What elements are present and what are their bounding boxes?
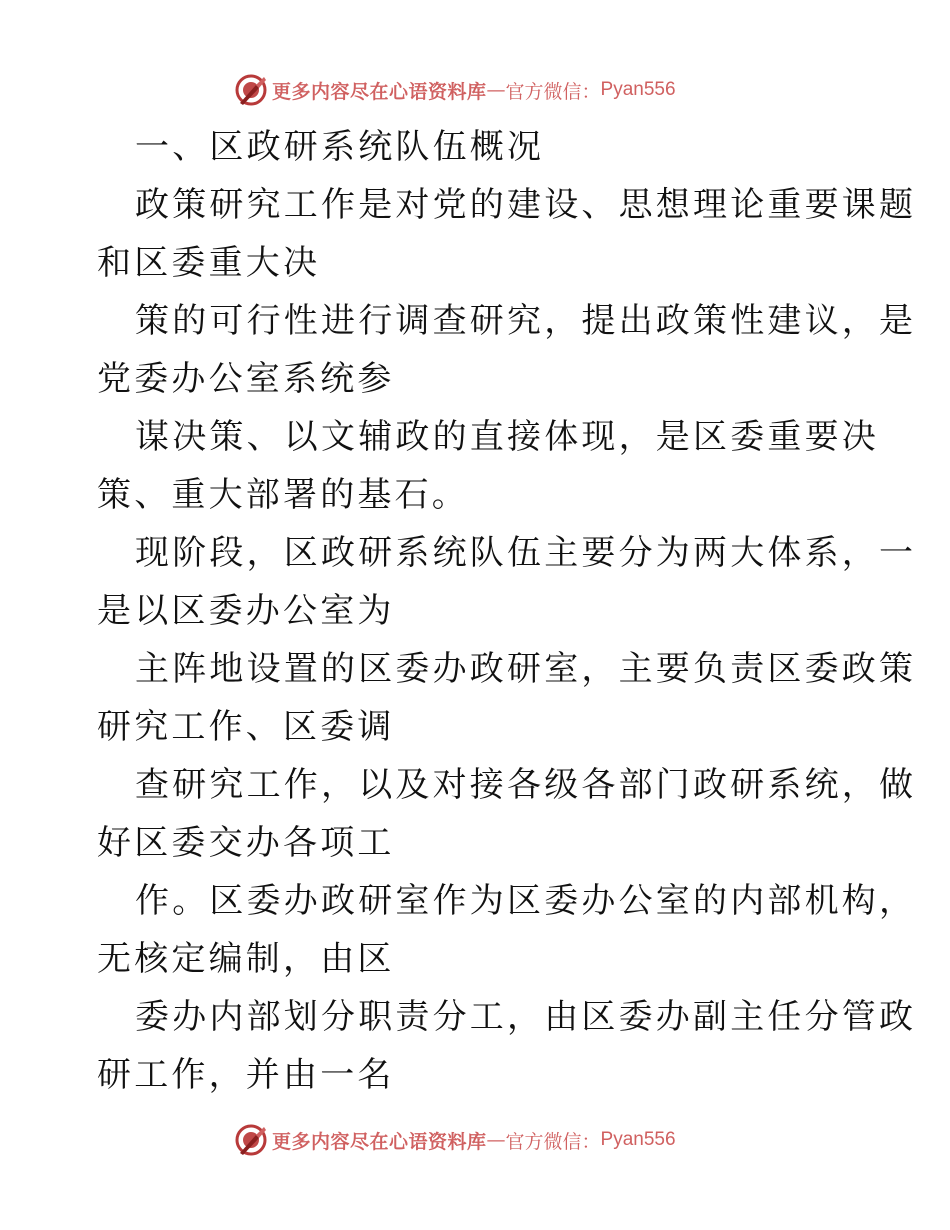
text-line: 策、重大部署的基石。 [97, 475, 469, 515]
footer-wechat-id: Pyan556 [600, 1129, 676, 1150]
text-line: 作。区委办政研室作为区委办公室的内部机构， [135, 881, 917, 921]
text-line: 研究工作、区委调 [97, 707, 395, 747]
text-line: 和区委重大决 [97, 243, 321, 283]
text-line: 是以区委办公室为 [97, 591, 395, 631]
footer-text: 更多内容尽在心语资料库 [272, 1130, 487, 1153]
text-line: 谋决策、以文辅政的直接体现，是区委重要决 [135, 417, 879, 457]
text-line: 查研究工作，以及对接各级各部门政研系统，做 [135, 765, 917, 805]
text-line: 政策研究工作是对党的建设、思想理论重要课题 [135, 185, 917, 225]
text-line: 主阵地设置的区委办政研室，主要负责区委政策 [135, 649, 917, 689]
footer-dash: — [486, 1129, 506, 1151]
text-line: 无核定编制，由区 [97, 939, 395, 979]
text-line: 委办内部划分职责分工，由区委办副主任分管政 [135, 997, 917, 1037]
text-line: 好区委交办各项工 [97, 823, 395, 863]
text-line: 现阶段，区政研系统队伍主要分为两大体系，一 [135, 533, 917, 573]
pen-logo-icon [234, 73, 268, 107]
text-line: 策的可行性进行调查研究，提出政策性建议，是 [135, 301, 917, 341]
footer-wechat-label: 官方微信： [505, 1130, 601, 1153]
header-banner [234, 70, 714, 110]
text-line: 研工作，并由一名 [97, 1055, 395, 1095]
footer-banner [234, 1120, 714, 1160]
pen-logo-icon [234, 1123, 268, 1157]
header-wechat-label: 官方微信： [505, 80, 601, 103]
text-line: 党委办公室系统参 [97, 359, 395, 399]
header-wechat-id: Pyan556 [600, 79, 676, 100]
section-heading: 一、区政研系统队伍概况 [135, 127, 545, 167]
header-text: 更多内容尽在心语资料库 [272, 80, 487, 103]
header-dash: — [486, 79, 506, 101]
document-body [97, 118, 917, 1104]
